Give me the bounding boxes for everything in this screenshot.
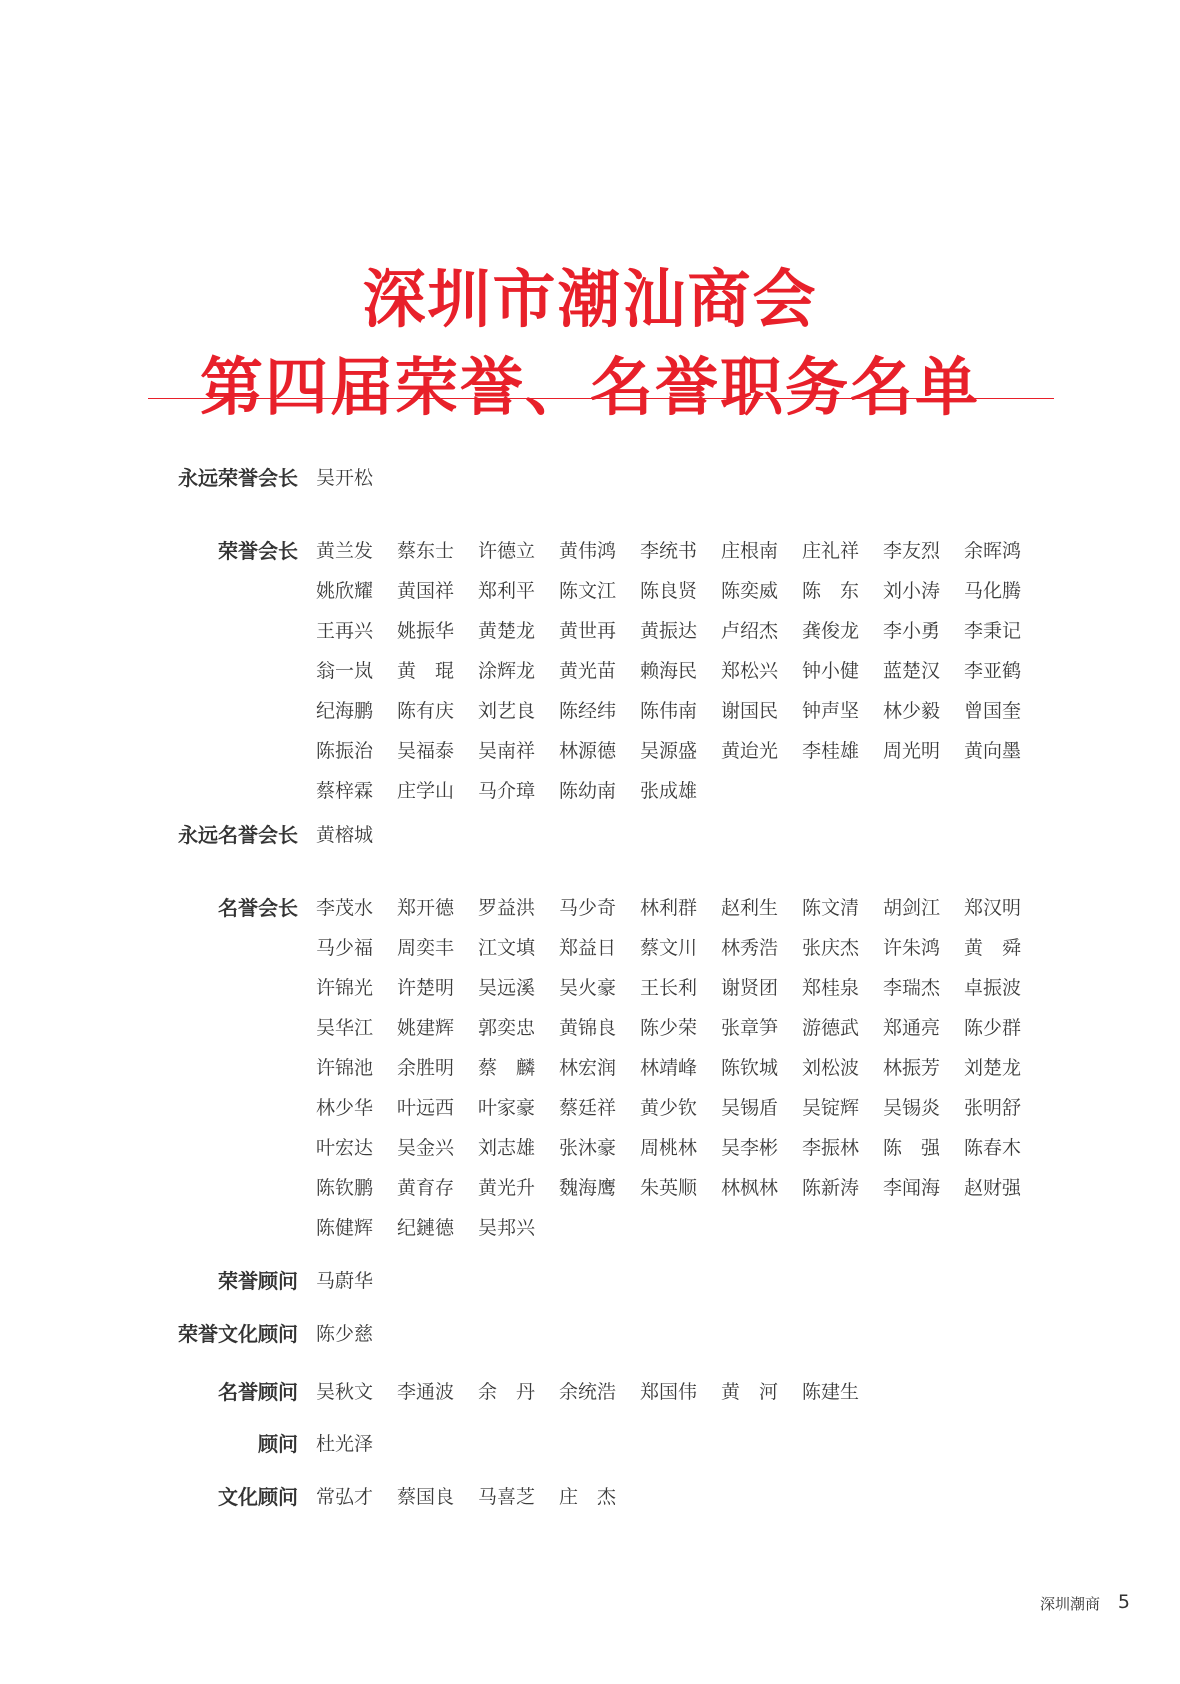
person-name: 郑桂泉 bbox=[802, 977, 860, 999]
person-name: 陈良贤 bbox=[640, 580, 698, 602]
person-name: 马蔚华 bbox=[316, 1270, 374, 1292]
publication-name: 深圳潮商 bbox=[1039, 1595, 1100, 1613]
person-name: 郑开德 bbox=[397, 897, 455, 919]
person-name: 马化腾 bbox=[964, 580, 1022, 602]
person-name: 张成雄 bbox=[640, 780, 698, 802]
person-name: 吴火豪 bbox=[559, 977, 617, 999]
person-name: 吴秋文 bbox=[316, 1381, 374, 1403]
person-name: 龚俊龙 bbox=[802, 620, 860, 642]
person-name: 李秉记 bbox=[964, 620, 1022, 642]
section-label: 荣誉会长 bbox=[218, 539, 298, 563]
person-name: 黄兰发 bbox=[316, 540, 374, 562]
person-name: 陈新涛 bbox=[802, 1177, 860, 1199]
person-name: 马介璋 bbox=[478, 780, 536, 802]
person-name: 黄 河 bbox=[721, 1381, 779, 1403]
person-name: 黄向墨 bbox=[964, 740, 1022, 762]
person-name: 余胜明 bbox=[397, 1057, 455, 1079]
person-name: 陈健辉 bbox=[316, 1217, 374, 1239]
person-name: 陈振治 bbox=[316, 740, 374, 762]
person-name: 卢绍杰 bbox=[721, 620, 779, 642]
person-name: 黄榕城 bbox=[316, 824, 374, 846]
person-name: 周桃林 bbox=[640, 1137, 698, 1159]
person-name: 陈文清 bbox=[802, 897, 860, 919]
person-name: 谢国民 bbox=[721, 700, 779, 722]
person-name: 蔡国良 bbox=[397, 1486, 455, 1508]
person-name: 郑汉明 bbox=[964, 897, 1022, 919]
person-name: 叶远西 bbox=[397, 1097, 455, 1119]
person-name: 陈少群 bbox=[964, 1017, 1022, 1039]
person-name: 吴锭辉 bbox=[802, 1097, 860, 1119]
person-name: 黄振达 bbox=[640, 620, 698, 642]
person-name: 蓝楚汉 bbox=[883, 660, 941, 682]
section-label: 名誉顾问 bbox=[218, 1380, 298, 1404]
person-name: 郑松兴 bbox=[721, 660, 779, 682]
person-name: 江文填 bbox=[478, 937, 536, 959]
person-name: 黄锦良 bbox=[559, 1017, 617, 1039]
person-name: 吴锡炎 bbox=[883, 1097, 941, 1119]
person-name: 庄学山 bbox=[397, 780, 455, 802]
person-name: 马喜芝 bbox=[478, 1486, 536, 1508]
person-name: 黄楚龙 bbox=[478, 620, 536, 642]
person-name: 许德立 bbox=[478, 540, 536, 562]
person-name: 马少福 bbox=[316, 937, 374, 959]
person-name: 胡剑江 bbox=[883, 897, 941, 919]
person-name: 赵财强 bbox=[964, 1177, 1022, 1199]
person-name: 陈奕威 bbox=[721, 580, 779, 602]
person-name: 蔡文川 bbox=[640, 937, 698, 959]
person-name: 纪鏈德 bbox=[397, 1217, 455, 1239]
person-name: 刘艺良 bbox=[478, 700, 536, 722]
name-list bbox=[316, 1477, 1056, 1517]
person-name: 罗益洪 bbox=[478, 897, 536, 919]
page-title-line2: 第四届荣誉、名誉职务名单 bbox=[200, 351, 980, 425]
name-list bbox=[316, 888, 1056, 1248]
person-name: 庄根南 bbox=[721, 540, 779, 562]
person-name: 杜光泽 bbox=[316, 1433, 374, 1455]
person-name: 黄育存 bbox=[397, 1177, 455, 1199]
name-list bbox=[316, 1372, 1056, 1412]
person-name: 吴李彬 bbox=[721, 1137, 779, 1159]
section-label: 文化顾问 bbox=[218, 1485, 298, 1509]
person-name: 纪海鹏 bbox=[316, 700, 374, 722]
person-name: 李统书 bbox=[640, 540, 698, 562]
person-name: 蔡廷祥 bbox=[559, 1097, 617, 1119]
person-name: 余晖鸿 bbox=[964, 540, 1022, 562]
person-name: 李小勇 bbox=[883, 620, 941, 642]
name-list bbox=[316, 458, 1056, 498]
person-name: 刘小涛 bbox=[883, 580, 941, 602]
section-label: 名誉会长 bbox=[218, 896, 298, 920]
person-name: 周奕丰 bbox=[397, 937, 455, 959]
person-name: 李振林 bbox=[802, 1137, 860, 1159]
person-name: 吴开松 bbox=[316, 467, 374, 489]
person-name: 翁一岚 bbox=[316, 660, 374, 682]
person-name: 吴福泰 bbox=[397, 740, 455, 762]
person-name: 陈幼南 bbox=[559, 780, 617, 802]
person-name: 吴华江 bbox=[316, 1017, 374, 1039]
person-name: 吴源盛 bbox=[640, 740, 698, 762]
person-name: 王长利 bbox=[640, 977, 698, 999]
name-list bbox=[316, 1261, 1056, 1301]
person-name: 张庆杰 bbox=[802, 937, 860, 959]
person-name: 刘松波 bbox=[802, 1057, 860, 1079]
person-name: 常弘才 bbox=[316, 1486, 374, 1508]
person-name: 郑利平 bbox=[478, 580, 536, 602]
person-name: 李闻海 bbox=[883, 1177, 941, 1199]
person-name: 李亚鹤 bbox=[964, 660, 1022, 682]
person-name: 王再兴 bbox=[316, 620, 374, 642]
person-name: 陈 强 bbox=[883, 1137, 941, 1159]
section-label: 永远荣誉会长 bbox=[178, 466, 298, 490]
person-name: 黄光升 bbox=[478, 1177, 536, 1199]
person-name: 陈少荣 bbox=[640, 1017, 698, 1039]
person-name: 刘志雄 bbox=[478, 1137, 536, 1159]
person-name: 陈春木 bbox=[964, 1137, 1022, 1159]
person-name: 李瑞杰 bbox=[883, 977, 941, 999]
person-name: 姚建辉 bbox=[397, 1017, 455, 1039]
person-name: 钟声坚 bbox=[802, 700, 860, 722]
person-name: 李桂雄 bbox=[802, 740, 860, 762]
person-name: 黄光苗 bbox=[559, 660, 617, 682]
person-name: 吴金兴 bbox=[397, 1137, 455, 1159]
person-name: 林靖峰 bbox=[640, 1057, 698, 1079]
person-name: 姚振华 bbox=[397, 620, 455, 642]
person-name: 林少毅 bbox=[883, 700, 941, 722]
person-name: 李友烈 bbox=[883, 540, 941, 562]
person-name: 曾国奎 bbox=[964, 700, 1022, 722]
title-divider bbox=[148, 398, 1054, 399]
person-name: 黄伟鸿 bbox=[559, 540, 617, 562]
person-name: 余 丹 bbox=[478, 1381, 536, 1403]
person-name: 陈建生 bbox=[802, 1381, 860, 1403]
person-name: 林枫林 bbox=[721, 1177, 779, 1199]
person-name: 黄国祥 bbox=[397, 580, 455, 602]
person-name: 林利群 bbox=[640, 897, 698, 919]
person-name: 黄 琨 bbox=[397, 660, 455, 682]
person-name: 林源德 bbox=[559, 740, 617, 762]
person-name: 陈伟南 bbox=[640, 700, 698, 722]
person-name: 林秀浩 bbox=[721, 937, 779, 959]
person-name: 赖海民 bbox=[640, 660, 698, 682]
section-label: 顾问 bbox=[258, 1432, 298, 1456]
person-name: 郭奕忠 bbox=[478, 1017, 536, 1039]
person-name: 吴远溪 bbox=[478, 977, 536, 999]
name-list bbox=[316, 531, 1056, 811]
person-name: 刘楚龙 bbox=[964, 1057, 1022, 1079]
person-name: 陈经纬 bbox=[559, 700, 617, 722]
person-name: 叶家豪 bbox=[478, 1097, 536, 1119]
person-name: 黄世再 bbox=[559, 620, 617, 642]
person-name: 吴南祥 bbox=[478, 740, 536, 762]
person-name: 林振芳 bbox=[883, 1057, 941, 1079]
person-name: 卓振波 bbox=[964, 977, 1022, 999]
person-name: 林少华 bbox=[316, 1097, 374, 1119]
person-name: 蔡梓霖 bbox=[316, 780, 374, 802]
person-name: 陈有庆 bbox=[397, 700, 455, 722]
person-name: 陈钦城 bbox=[721, 1057, 779, 1079]
person-name: 赵利生 bbox=[721, 897, 779, 919]
person-name: 黄迨光 bbox=[721, 740, 779, 762]
person-name: 余统浩 bbox=[559, 1381, 617, 1403]
person-name: 吴邦兴 bbox=[478, 1217, 536, 1239]
name-list bbox=[316, 815, 1056, 855]
person-name: 张沐豪 bbox=[559, 1137, 617, 1159]
person-name: 陈 东 bbox=[802, 580, 860, 602]
person-name: 蔡东士 bbox=[397, 540, 455, 562]
person-name: 李茂水 bbox=[316, 897, 374, 919]
person-name: 叶宏达 bbox=[316, 1137, 374, 1159]
person-name: 庄礼祥 bbox=[802, 540, 860, 562]
person-name: 陈钦鹏 bbox=[316, 1177, 374, 1199]
person-name: 黄 舜 bbox=[964, 937, 1022, 959]
person-name: 钟小健 bbox=[802, 660, 860, 682]
person-name: 马少奇 bbox=[559, 897, 617, 919]
person-name: 陈文江 bbox=[559, 580, 617, 602]
person-name: 魏海鹰 bbox=[559, 1177, 617, 1199]
person-name: 李通波 bbox=[397, 1381, 455, 1403]
section-label: 荣誉顾问 bbox=[218, 1269, 298, 1293]
person-name: 林宏润 bbox=[559, 1057, 617, 1079]
person-name: 吴锡盾 bbox=[721, 1097, 779, 1119]
page-number: 5 bbox=[1117, 1591, 1130, 1613]
person-name: 朱英顺 bbox=[640, 1177, 698, 1199]
person-name: 陈少慈 bbox=[316, 1323, 374, 1345]
person-name: 许锦光 bbox=[316, 977, 374, 999]
person-name: 姚欣耀 bbox=[316, 580, 374, 602]
name-list bbox=[316, 1314, 1056, 1354]
person-name: 许朱鸿 bbox=[883, 937, 941, 959]
person-name: 许楚明 bbox=[397, 977, 455, 999]
person-name: 庄 杰 bbox=[559, 1486, 617, 1508]
person-name: 游德武 bbox=[802, 1017, 860, 1039]
person-name: 张明舒 bbox=[964, 1097, 1022, 1119]
person-name: 涂辉龙 bbox=[478, 660, 536, 682]
name-list bbox=[316, 1424, 1056, 1464]
person-name: 谢贤团 bbox=[721, 977, 779, 999]
person-name: 郑益日 bbox=[559, 937, 617, 959]
person-name: 黄少钦 bbox=[640, 1097, 698, 1119]
person-name: 许锦池 bbox=[316, 1057, 374, 1079]
person-name: 郑通亮 bbox=[883, 1017, 941, 1039]
page-title-line1: 深圳市潮汕商会 bbox=[362, 263, 818, 337]
person-name: 蔡 麟 bbox=[478, 1057, 536, 1079]
person-name: 郑国伟 bbox=[640, 1381, 698, 1403]
section-label: 荣誉文化顾问 bbox=[178, 1322, 298, 1346]
person-name: 周光明 bbox=[883, 740, 941, 762]
person-name: 张章笋 bbox=[721, 1017, 779, 1039]
section-label: 永远名誉会长 bbox=[178, 823, 298, 847]
